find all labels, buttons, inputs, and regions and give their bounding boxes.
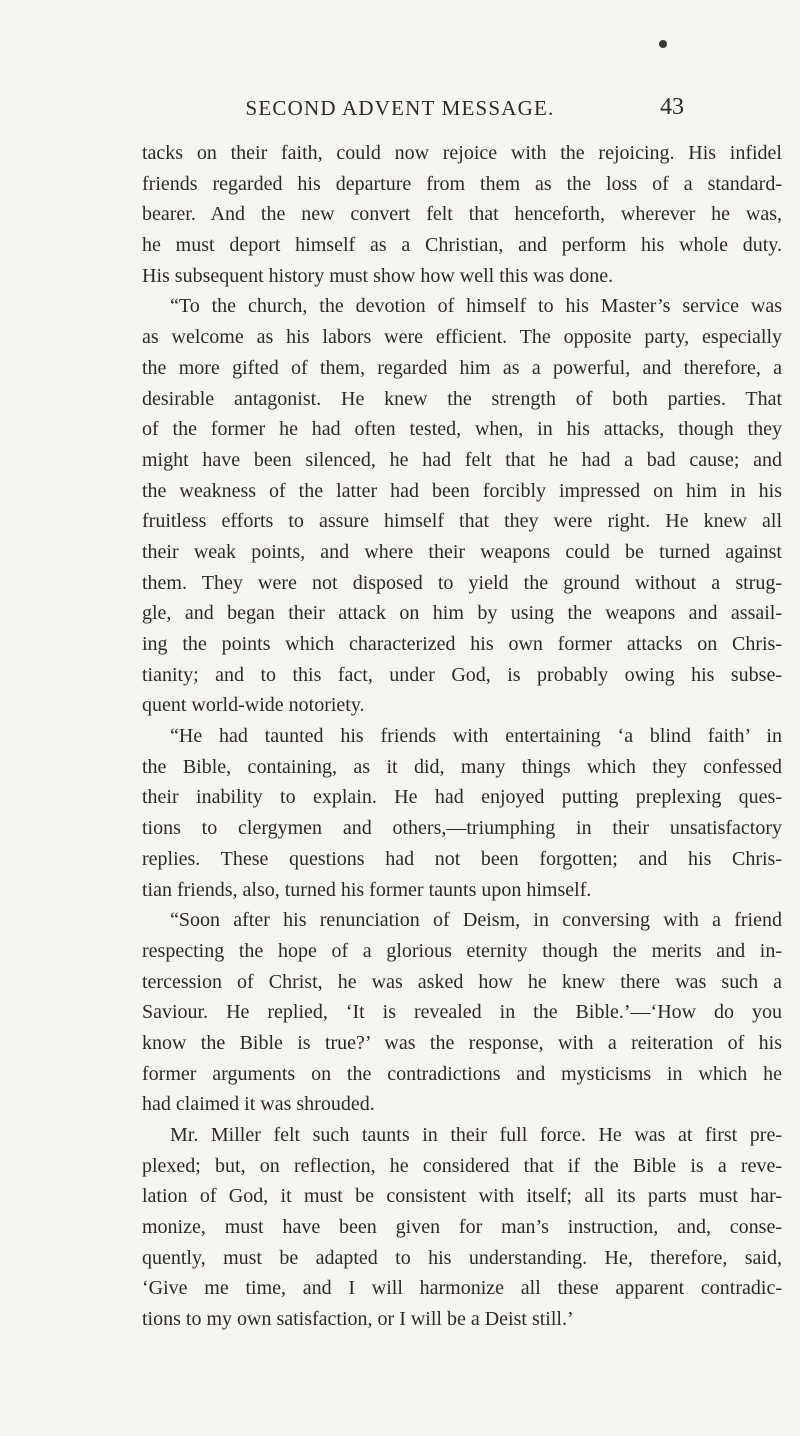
- text-line: “Soon after his renunciation of Deism, in conversing with a friend: [170, 909, 782, 932]
- text-line: the weakness of the latter had been forcibly impressed on him in his: [142, 479, 782, 502]
- ink-dot: [659, 40, 667, 48]
- text-line: their inability to explain. He had enjoyed putting preplexing ques-: [142, 786, 782, 809]
- text-line: tercession of Christ, he was asked how he knew there was such a: [142, 970, 782, 993]
- text-line: monize, must have been given for man’s instruction, and, conse-: [142, 1216, 782, 1239]
- text-line: ‘Give me time, and I will harmonize all these apparent contradic-: [142, 1277, 782, 1300]
- text-line: gle, and began their attack on him by using the weapons and assail-: [142, 602, 782, 625]
- running-head: [0, 96, 800, 126]
- text-line: ing the points which characterized his own former attacks on Chris-: [142, 633, 782, 655]
- text-line: desirable antagonist. He knew the strength of both parties. That: [142, 387, 782, 410]
- text-line: the Bible, containing, as it did, many things which they confessed: [142, 755, 782, 778]
- text-line: friends regarded his departure from them as the loss of a standard-: [142, 172, 782, 195]
- text-line: tions to my own satisfaction, or I will be a Deist still.’: [142, 1308, 574, 1331]
- text-line: tianity; and to this fact, under God, is probably owing his subse-: [142, 663, 782, 686]
- text-line: Mr. Miller felt such taunts in their full force. He was at first pre-: [170, 1124, 782, 1146]
- text-line: tions to clergymen and others,—triumphing in their unsatisfactory: [142, 817, 782, 840]
- text-line: Saviour. He replied, ‘It is revealed in the Bible.’—‘How do you: [142, 1001, 782, 1024]
- text-line: had claimed it was shrouded.: [142, 1093, 375, 1116]
- running-title: SECOND ADVENT MESSAGE.: [245, 96, 555, 120]
- text-line: as welcome as his labors were efficient. The opposite party, especially: [142, 326, 782, 349]
- text-line: bearer. And the new convert felt that henceforth, wherever he was,: [142, 203, 782, 226]
- text-line: know the Bible is true?’ was the response, with a reiteration of his: [142, 1031, 782, 1054]
- text-line: of the former he had often tested, when, in his attacks, though they: [142, 418, 782, 441]
- text-line: respecting the hope of a glorious eternity though the merits and in-: [142, 939, 782, 962]
- text-line: the more gifted of them, regarded him as a powerful, and therefore, a: [142, 356, 782, 379]
- text-line: “To the church, the devotion of himself to his Master’s service was: [170, 295, 782, 318]
- text-line: might have been silenced, he had felt that he had a bad cause; and: [142, 448, 782, 471]
- text-line: plexed; but, on reflection, he considered that if the Bible is a reve-: [142, 1154, 782, 1177]
- text-line: tacks on their faith, could now rejoice with the rejoicing. His infidel: [142, 142, 782, 164]
- text-line: replies. These questions had not been forgotten; and his Chris-: [142, 847, 782, 870]
- text-line: fruitless efforts to assure himself that they were right. He knew all: [142, 510, 782, 533]
- text-line: former arguments on the contradictions and mysticisms in which he: [142, 1062, 782, 1085]
- text-line: His subsequent history must show how well this was done.: [142, 264, 614, 287]
- text-line: quently, must be adapted to his understanding. He, therefore, said,: [142, 1246, 782, 1269]
- text-line: he must deport himself as a Christian, and perform his whole duty.: [142, 234, 782, 257]
- text-line: their weak points, and where their weapons could be turned against: [142, 540, 782, 563]
- body-text: [142, 138, 782, 1335]
- page-number: 43: [660, 94, 684, 120]
- text-line: “He had taunted his friends with entertaining ‘a blind faith’ in: [170, 725, 782, 748]
- text-line: lation of God, it must be consistent with itself; all its parts must har-: [142, 1185, 782, 1208]
- text-line: tian friends, also, turned his former taunts upon himself.: [142, 878, 592, 901]
- text-line: them. They were not disposed to yield the ground without a strug-: [142, 571, 782, 594]
- text-line: quent world-wide notoriety.: [142, 694, 365, 717]
